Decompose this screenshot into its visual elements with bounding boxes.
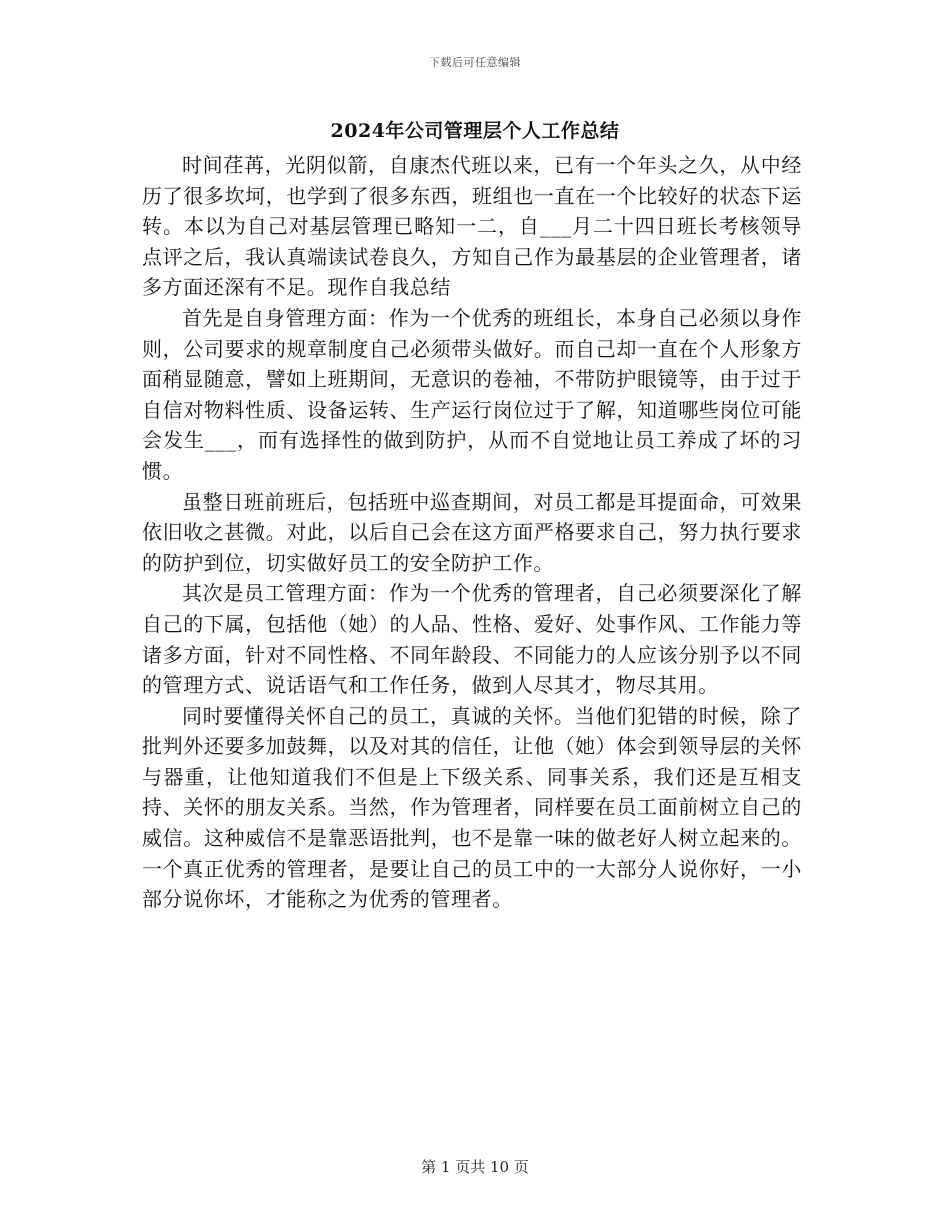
- paragraph-4: 其次是员工管理方面：作为一个优秀的管理者，自己必须要深化了解自己的下属，包括他（她）的人品、性格、爱好、处事作风、工作能力等诸多方面，针对不同性格、不同年龄段、不同能力的人应该分别予以不同的管理方式、说话语气和工作任务，做到人尽其才，物尽其用。: [142, 581, 802, 698]
- header-note: 下载后可任意编辑: [429, 56, 521, 69]
- paragraph-2: 首先是自身管理方面：作为一个优秀的班组长，本身自己必须以身作则，公司要求的规章制度自己必须带头做好。而自己却一直在个人形象方面稍显随意，譬如上班期间，无意识的卷袖，不带防护眼镜等，由于过于自信对物料性质、设备运转、生产运行岗位过于了解，知道哪些岗位可能会发生___，而有选择性的做到防护，从而不自觉地让员工养成了坏的习惯。: [142, 305, 802, 483]
- paragraph-1: 时间荏苒，光阴似箭，自康杰代班以来，已有一个年头之久，从中经历了很多坎坷，也学到了很多东西，班组也一直在一个比较好的状态下运转。本以为自己对基层管理已略知一二，自___月二十四日班长考核领导点评之后，我认真端读试卷良久，方知自己作为最基层的企业管理者，诸多方面还深有不足。现作自我总结: [142, 153, 802, 300]
- paragraph-5: 同时要懂得关怀自己的员工，真诚的关怀。当他们犯错的时候，除了批判外还要多加鼓舞，以及对其的信任，让他（她）体会到领导层的关怀与器重，让他知道我们不但是上下级关系、同事关系，我们还是互相支持、关怀的朋友关系。当然，作为管理者，同样要在员工面前树立自己的威信。这种威信不是靠恶语批判，也不是靠一味的做老好人树立起来的。一个真正优秀的管理者，是要让自己的员工中的一大部分人说你好，一小部分说你坏，才能称之为优秀的管理者。: [142, 703, 802, 912]
- page-number-footer: 第 1 页共 10 页: [421, 1158, 529, 1176]
- document-title: 2024年公司管理层个人工作总结: [330, 120, 620, 142]
- document-body: [142, 150, 802, 915]
- paragraph-3: 虽整日班前班后，包括班中巡查期间，对员工都是耳提面命，可效果依旧收之甚微。对此，以后自己会在这方面严格要求自己，努力执行要求的防护到位，切实做好员工的安全防护工作。: [142, 489, 802, 575]
